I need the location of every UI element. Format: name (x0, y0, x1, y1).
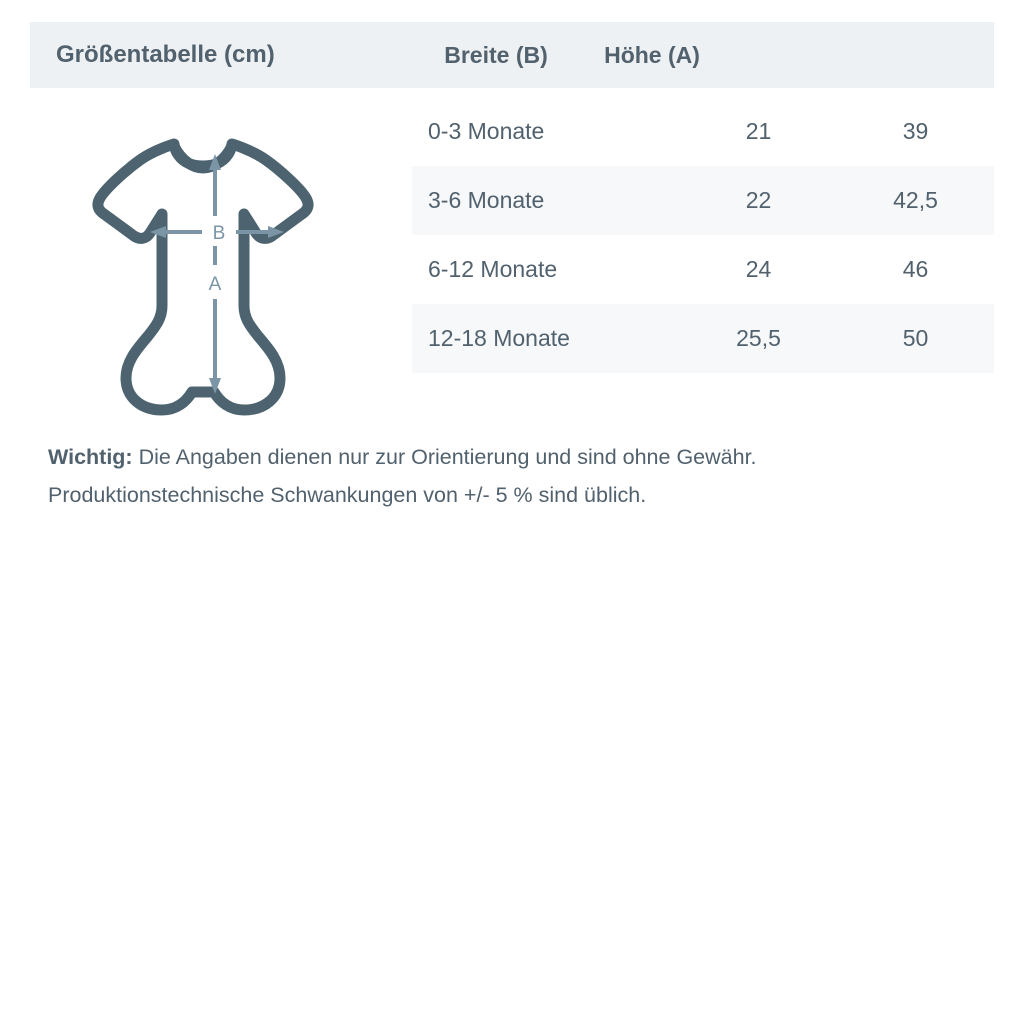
cell-size: 12-18 Monate (428, 325, 570, 351)
size-table (412, 97, 994, 373)
table-row (412, 304, 994, 373)
table-row (412, 235, 994, 304)
disclaimer-line-1: Die Angaben dienen nur zur Orientierung und sind ohne Gewähr. (132, 445, 757, 469)
table-row (412, 166, 994, 235)
cell-height: 46 (902, 256, 929, 282)
cell-height: 39 (902, 118, 929, 144)
cell-height: 42,5 (893, 187, 938, 213)
baby-bodysuit-icon (62, 110, 392, 420)
cell-width: 25,5 (736, 325, 781, 351)
disclaimer-label: Wichtig: (48, 445, 133, 469)
cell-width: 22 (745, 187, 772, 213)
disclaimer-line-2: Produktionstechnische Schwankungen von +/- 5 % sind üblich. (48, 483, 647, 507)
cell-width: 24 (745, 256, 772, 282)
table-header-row (30, 22, 994, 88)
cell-height: 50 (902, 325, 929, 351)
cell-size: 6-12 Monate (428, 256, 558, 282)
column-header-height: Höhe (A) (604, 41, 700, 68)
table-row (412, 97, 994, 166)
cell-width: 21 (745, 118, 772, 144)
disclaimer-note (48, 438, 978, 514)
page-title: Größentabelle (cm) (56, 41, 275, 68)
label-width: B (212, 223, 226, 244)
label-height: A (208, 274, 222, 295)
cell-size: 3-6 Monate (428, 187, 545, 213)
cell-size: 0-3 Monate (428, 118, 545, 144)
column-header-width: Breite (B) (444, 41, 548, 68)
